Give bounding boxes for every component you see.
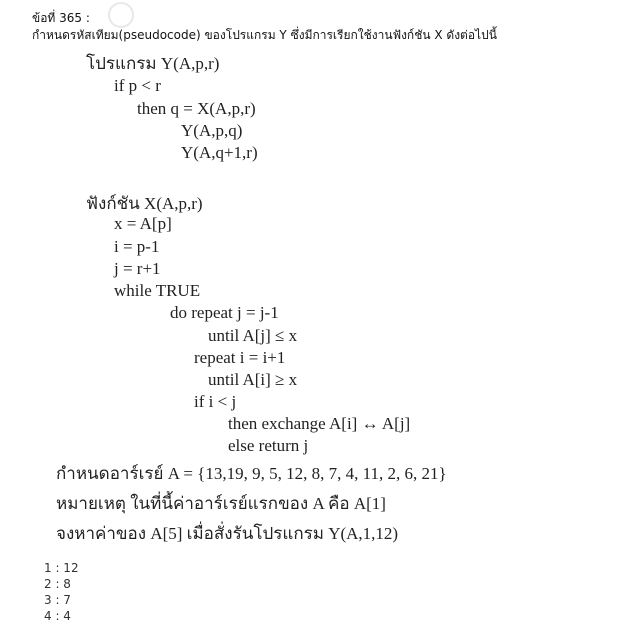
array-note: หมายเหตุ ในที่นี้ค่าอาร์เรย์แรกของ A คือ A[1] xyxy=(56,494,386,513)
program-y-line: if p < r xyxy=(114,76,161,95)
question-header xyxy=(32,10,497,44)
function-x-line: if i < j xyxy=(194,392,237,411)
function-x-line: while TRUE xyxy=(114,281,201,300)
function-x-line: x = A[p] xyxy=(114,214,172,233)
choice-4[interactable]: 4 : 4 xyxy=(44,609,71,623)
function-x-header: ฟังก์ชัน X(A,p,r) xyxy=(86,194,203,213)
function-x-line: until A[j] ≤ x xyxy=(208,326,298,345)
question-text: จงหาค่าของ A[5] เมื่อสั่งรันโปรแกรม Y(A,1,12) xyxy=(56,524,399,543)
question-number: ข้อที่ 365 : xyxy=(32,11,90,25)
function-x-line: i = p-1 xyxy=(114,237,160,256)
choice-1[interactable]: 1 : 12 xyxy=(44,561,79,575)
choice-2[interactable]: 2 : 8 xyxy=(44,577,71,591)
function-x-line: do repeat j = j-1 xyxy=(170,303,279,322)
function-x-line: then exchange A[i] ↔ A[j] xyxy=(228,414,411,433)
function-x-line: else return j xyxy=(228,436,309,455)
function-x-line: j = r+1 xyxy=(114,259,161,278)
answer-choices xyxy=(44,560,79,624)
question-intro: กำหนดรหัสเทียม(pseudocode) ของโปรแกรม Y ซึ่งมีการเรียกใช้งานฟังก์ชัน X ดังต่อไปนี้ xyxy=(32,28,497,42)
program-y-header: โปรแกรม Y(A,p,r) xyxy=(86,54,220,73)
array-definition: กำหนดอาร์เรย์ A = {13,19, 9, 5, 12, 8, 7, 4, 11, 2, 6, 21} xyxy=(56,464,447,483)
function-x-line: until A[i] ≥ x xyxy=(208,370,298,389)
function-x-line: repeat i = i+1 xyxy=(194,348,286,367)
program-y-line: then q = X(A,p,r) xyxy=(137,99,256,118)
program-y-line: Y(A,q+1,r) xyxy=(181,143,258,162)
program-y-line: Y(A,p,q) xyxy=(181,121,243,140)
choice-3[interactable]: 3 : 7 xyxy=(44,593,71,607)
